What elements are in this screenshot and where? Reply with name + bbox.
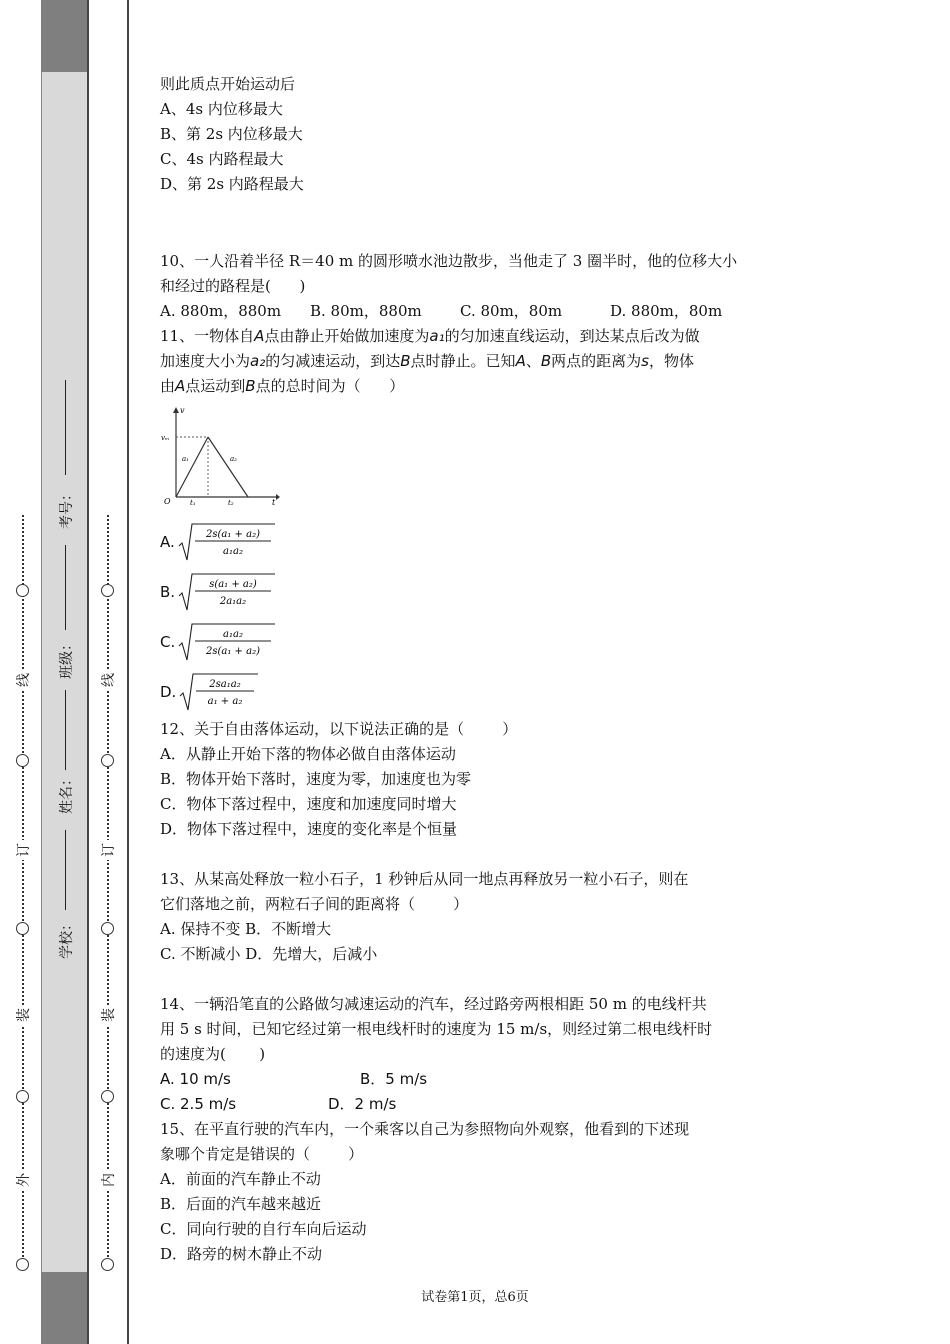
svg-text:2a₁a₂: 2a₁a₂ <box>219 596 247 607</box>
exam-content <box>160 72 800 1267</box>
inner-char-zhuang: 装 <box>98 1005 118 1025</box>
t2-label: t₂ <box>228 499 234 505</box>
q10-stem-line2: 和经过的路程是( ) <box>160 277 306 295</box>
outer-char-wai: 外 <box>13 1170 33 1190</box>
q11-stem-line1: 11、一物体自A点由静止开始做加速度为a₁的匀加速直线运动，到达某点后改为做 <box>160 327 700 345</box>
ring-icon <box>101 1258 114 1271</box>
outer-char-ding: 订 <box>13 840 33 860</box>
question-10 <box>160 249 800 324</box>
q10-option-b: B. 80m，880m <box>310 302 422 320</box>
q13-stem-line1: 13、从某高处释放一粒小石子，1 秒钟后从同一地点再释放另一粒小石子，则在 <box>160 870 689 888</box>
outer-char-zhuang: 装 <box>13 1005 33 1025</box>
t-axis-label: t <box>272 498 276 505</box>
field-label-xuexiao: 学校： <box>59 917 75 959</box>
page-footer: 试卷第1页，总6页 <box>421 1290 529 1305</box>
ring-icon <box>101 922 114 935</box>
field-label-kaohao: 考号： <box>59 487 75 529</box>
ring-icon <box>101 754 114 767</box>
question-11 <box>160 324 800 717</box>
q14-stem-line1: 14、一辆沿笔直的公路做匀减速运动的汽车，经过路旁两根相距 50 m 的电线杆共 <box>160 995 707 1013</box>
vt-graph-svg <box>160 405 280 505</box>
q12-option-a: A．从静止开始下落的物体必做自由落体运动 <box>160 745 456 763</box>
binding-line-middle <box>87 0 89 1344</box>
q15-stem-line2: 象哪个肯定是错误的（ ） <box>160 1145 364 1163</box>
decel-segment <box>208 437 248 497</box>
q10-stem-line1: 10、一人沿着半径 R＝40 m 的圆形喷水池边散步，当他走了 3 圈半时，他的位移大小 <box>160 252 738 270</box>
q12-option-c: C．物体下落过程中，速度和加速度同时增大 <box>160 795 457 813</box>
q10-options <box>160 299 800 324</box>
svg-text:a₁ + a₂: a₁ + a₂ <box>207 696 243 707</box>
field-line-kaohao[interactable] <box>65 380 66 475</box>
ring-icon <box>16 754 29 767</box>
q15-option-a: A．前面的汽车静止不动 <box>160 1170 321 1188</box>
q14-stem-line3: 的速度为( ) <box>160 1045 266 1063</box>
q9-option-b: B、第 2s 内位移最大 <box>160 125 303 143</box>
field-line-xingming[interactable] <box>65 690 66 770</box>
q11-option-a: A. 2s(a₁ + a₂) a₁a₂ <box>160 517 800 567</box>
field-label-banji: 班级： <box>59 637 75 679</box>
q15-stem-line1: 15、在平直行驶的汽车内，一个乘客以自己为参照物向外观察，他看到的下述现 <box>160 1120 690 1138</box>
q10-option-c: C. 80m，80m <box>460 302 563 320</box>
ring-icon <box>101 1090 114 1103</box>
q9-option-c: C、4s 内路程最大 <box>160 150 284 168</box>
question-15 <box>160 1117 800 1267</box>
q12-option-d: D．物体下落过程中，速度的变化率是个恒量 <box>160 820 458 838</box>
question-12 <box>160 717 800 842</box>
q13-options-line2: C. 不断减小 D．先增大，后减小 <box>160 945 378 963</box>
q13-options-line1: A. 保持不变 B．不断增大 <box>160 920 332 938</box>
q15-option-c: C．同向行驶的自行车向后运动 <box>160 1220 367 1238</box>
q14-option-b: B．5 m/s <box>360 1070 428 1088</box>
q9-option-d: D、第 2s 内路程最大 <box>160 175 304 193</box>
inner-char-ding: 订 <box>98 840 118 860</box>
q13-stem-line2: 它们落地之前，两粒石子间的距离将（ ） <box>160 895 469 913</box>
q11-option-b: B. s(a₁ + a₂) 2a₁a₂ <box>160 567 800 617</box>
svg-text:2s(a₁ + a₂): 2s(a₁ + a₂) <box>206 646 261 657</box>
ring-icon <box>16 1090 29 1103</box>
radical-d <box>178 670 278 714</box>
ring-icon <box>16 922 29 935</box>
q11-option-c: C. a₁a₂ 2s(a₁ + a₂) <box>160 617 800 667</box>
svg-text:a₁a₂: a₁a₂ <box>223 629 244 640</box>
outer-char-xian: 线 <box>13 670 33 690</box>
origin-label: O <box>164 497 171 505</box>
q14-option-d: D．2 m/s <box>328 1095 397 1113</box>
ring-icon <box>101 584 114 597</box>
q14-stem-line2: 用 5 s 时间，已知它经过第一根电线杆时的速度为 15 m/s，则经过第二根电线杆时 <box>160 1020 713 1038</box>
a1-label: a₁ <box>182 455 189 463</box>
q9-option-a: A、4s 内位移最大 <box>160 100 283 118</box>
v-axis-arrow <box>173 407 179 413</box>
svg-text:2sa₁a₂: 2sa₁a₂ <box>209 679 242 690</box>
q14-option-a: A. 10 m/s <box>160 1070 231 1088</box>
inner-char-nei: 内 <box>98 1170 118 1190</box>
question-14 <box>160 992 800 1117</box>
student-info-fields <box>52 0 80 1344</box>
q11-option-d: D. 2sa₁a₂ a₁ + a₂ <box>160 667 800 717</box>
radical-a <box>177 520 277 564</box>
q10-option-d: D. 880m，80m <box>610 302 723 320</box>
field-line-xuexiao[interactable] <box>65 830 66 910</box>
svg-text:2s(a₁ + a₂): 2s(a₁ + a₂) <box>205 529 260 540</box>
q14-options-row2 <box>160 1092 800 1117</box>
t-axis-arrow <box>276 494 280 500</box>
q11-stem-line2: 加速度大小为a₂的匀减速运动，到达B点时静止。已知A、B两点的距离为s，物体 <box>160 352 694 370</box>
field-line-banji[interactable] <box>65 545 66 630</box>
q12-stem: 12、关于自由落体运动，以下说法正确的是（ ） <box>160 720 518 738</box>
q15-option-d: D．路旁的树木静止不动 <box>160 1245 323 1263</box>
svg-text:s(a₁ + a₂): s(a₁ + a₂) <box>209 579 257 590</box>
inner-char-xian: 线 <box>98 670 118 690</box>
q15-option-b: B．后面的汽车越来越近 <box>160 1195 322 1213</box>
q14-options-row1 <box>160 1067 800 1092</box>
outer-cut-line <box>13 0 33 1344</box>
q11-vt-graph <box>160 405 800 513</box>
ring-icon <box>16 1258 29 1271</box>
inner-cut-line <box>98 0 118 1344</box>
question-13 <box>160 867 800 967</box>
q12-option-b: B．物体开始下落时，速度为零，加速度也为零 <box>160 770 472 788</box>
question-9-tail <box>160 72 800 197</box>
t1-label: t₁ <box>190 499 196 505</box>
ring-icon <box>16 584 29 597</box>
binding-margin <box>0 0 130 1344</box>
radical-b <box>177 570 277 614</box>
q11-stem-line3: 由A点运动到B点的总时间为（ ） <box>160 377 405 395</box>
q10-option-a: A. 880m，880m <box>160 302 282 320</box>
svg-text:a₁a₂: a₁a₂ <box>222 546 243 557</box>
vm-label: vₘ <box>161 434 170 442</box>
a2-label: a₂ <box>230 455 237 463</box>
q9-stem: 则此质点开始运动后 <box>160 75 296 93</box>
binding-line-inner <box>127 0 129 1344</box>
q14-option-c: C. 2.5 m/s <box>160 1095 237 1113</box>
v-axis-label: v <box>180 406 185 415</box>
field-label-xingming: 姓名： <box>59 772 75 814</box>
accel-segment <box>176 437 208 497</box>
radical-c <box>177 620 277 664</box>
